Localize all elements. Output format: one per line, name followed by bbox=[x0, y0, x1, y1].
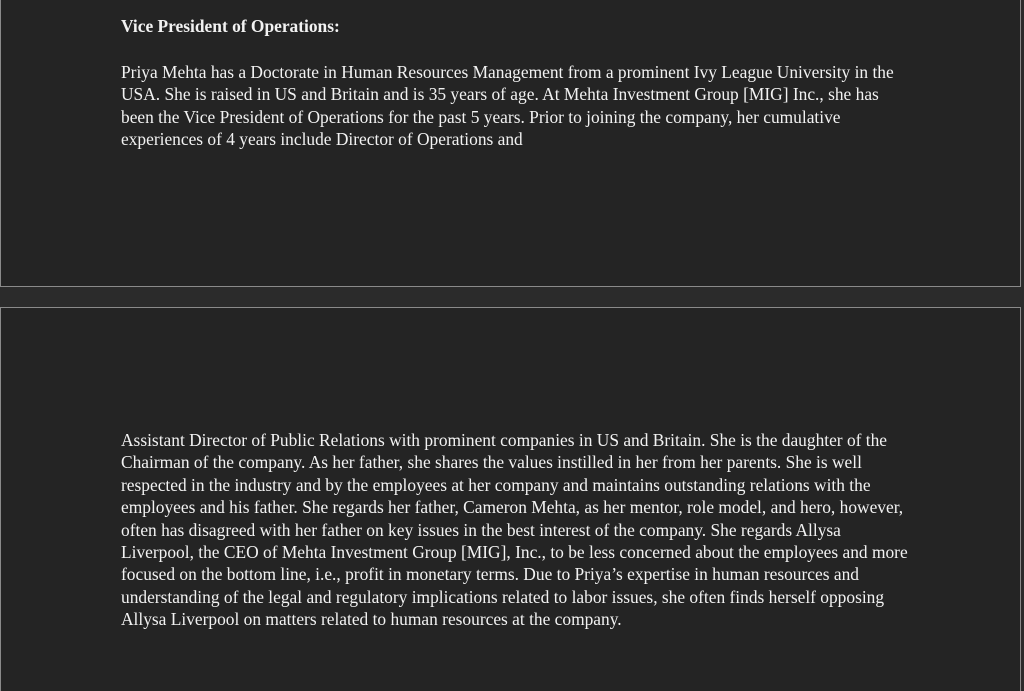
section-heading bbox=[121, 15, 911, 37]
body-paragraph-part-2 bbox=[121, 429, 911, 631]
heading-text: Vice President of Operations: bbox=[121, 16, 340, 36]
body-paragraph-part-1 bbox=[121, 61, 911, 151]
paragraph-text: Assistant Director of Public Relations with prominent companies in US and Britain. She is the daughter of the Chairman of the company. As her father, she shares the values instilled in her from her parents. She is well respected in the industry and by the employees at her company and maintains outstanding relations with the employees and his father. She regards her father, Cameron Mehta, as her mentor, role model, and hero, however, often has disagreed with her father on key issues in the best interest of the company. She regards Allysa Liverpool, the CEO of Mehta Investment Group [MIG], Inc., to be less concerned about the employees and more focused on the bottom line, i.e., profit in monetary terms. Due to Priya’s expertise in human resources and understanding of the legal and regulatory implications related to labor issues, she often finds herself opposing Allysa Liverpool on matters related to human resources at the company. bbox=[121, 430, 908, 630]
document-page-1 bbox=[0, 0, 1021, 287]
page-gap bbox=[0, 287, 1024, 307]
document-page-2 bbox=[0, 307, 1021, 691]
paragraph-text: Priya Mehta has a Doctorate in Human Resources Management from a prominent Ivy League University in the USA. She is raised in US and Britain and is 35 years of age. At Mehta Investment Group [MIG] Inc., she has been the Vice President of Operations for the past 5 years. Prior to joining the company, her cumulative experiences of 4 years include Director of Operations and bbox=[121, 62, 894, 150]
